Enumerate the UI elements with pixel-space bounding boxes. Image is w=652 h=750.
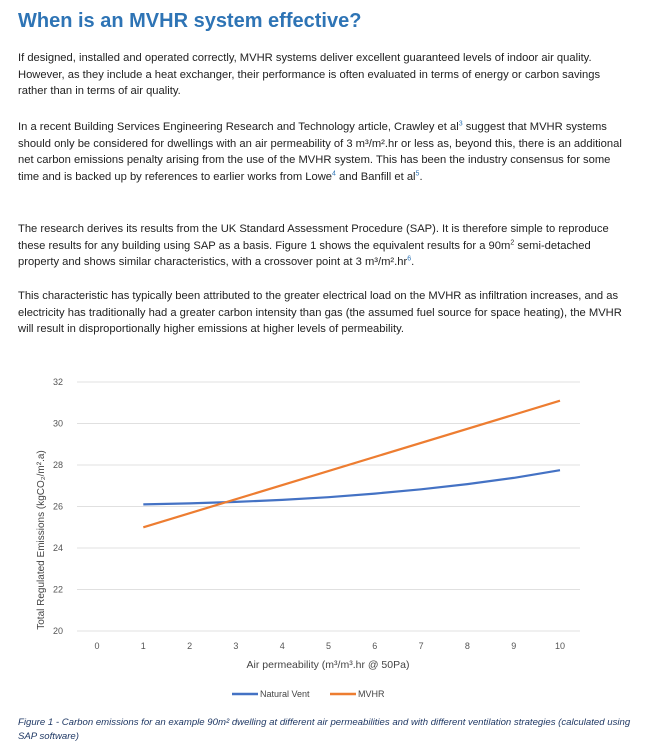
x-tick-label: 10 [554, 641, 566, 651]
x-tick-label: 4 [279, 641, 285, 651]
reference-link[interactable]: 3 [458, 120, 463, 128]
x-tick-label: 0 [94, 641, 100, 651]
paragraph-research-article [18, 119, 630, 185]
paragraph-text: semi-detached property and shows similar characteristics, with a crossover point at 3 m³/m².hr [18, 239, 591, 269]
paragraph-text: and Banfill et al [335, 170, 416, 183]
figure-caption: Figure 1 - Carbon emissions for an example 90m² dwelling at different air permeabilities and with different ventilation strategies (calculated using SAP software) [18, 717, 631, 742]
y-tick-label: 28 [52, 460, 63, 470]
chart-series [143, 401, 560, 528]
y-axis-ticks [53, 377, 63, 636]
series-line-natural-vent [143, 470, 560, 504]
x-tick-label: 2 [187, 641, 193, 651]
legend-label: Natural Vent [260, 689, 310, 699]
paragraph-text: . [419, 170, 423, 183]
reference-link[interactable]: 4 [332, 170, 336, 178]
emissions-chart [0, 370, 652, 710]
y-tick-label: 20 [52, 626, 63, 636]
paragraph-text: suggest that MVHR systems should only be considered for dwellings with an air permeability of 3 m³/m².hr or less as, beyond this, there is an additional net carbon emissions penalty arising from the use of the MVHR system. This has been the industry consensus for some time and is backed up by references to earlier works from Lowe [18, 121, 622, 183]
y-tick-label: 22 [52, 584, 63, 595]
series-line-mvhr [143, 401, 560, 528]
paragraph-text: The research derives its results from the UK Standard Assessment Procedure (SAP). It is therefore simple to reproduce these results for any building using SAP as a basis. Figure 1 shows the equivalent results for a 90m [18, 223, 609, 252]
x-tick-label: 6 [372, 641, 378, 651]
y-tick-label: 32 [52, 377, 63, 387]
paragraph-text: . [411, 256, 415, 269]
y-tick-label: 30 [52, 418, 63, 429]
legend-label: MVHR [358, 689, 385, 699]
reference-link[interactable]: 5 [415, 170, 420, 178]
paragraph-sap [18, 221, 630, 271]
superscript: 2 [510, 238, 515, 246]
x-axis-label: Air permeability (m³/m³.hr @ 50Pa) [246, 659, 410, 671]
chart-legend [232, 689, 385, 699]
x-axis-ticks [94, 641, 565, 651]
x-tick-label: 5 [325, 641, 332, 651]
reference-link[interactable]: 6 [407, 255, 412, 263]
paragraph-text: In a recent Building Services Engineering Research and Technology article, Crawley et al [18, 121, 459, 133]
chart-gridlines [77, 382, 580, 631]
page-title: When is an MVHR system effective? [18, 10, 362, 32]
y-tick-label: 26 [52, 501, 63, 512]
y-axis-label: Total Regulated Emissions (kgCO₂/m².a) [36, 450, 47, 630]
y-tick-label: 24 [52, 543, 63, 553]
paragraph-intro: If designed, installed and operated correctly, MVHR systems deliver excellent guaranteed levels of indoor air quality. However, as they include a heat exchanger, their performance is often evaluated in terms of energy or carbon savings rather than in terms of air quality. [18, 52, 601, 98]
x-tick-label: 7 [418, 641, 424, 651]
paragraph-characteristic: This characteristic has typically been attributed to the greater electrical load on the MVHR as infiltration increases, and as electricity has traditionally had a greater carbon intensity than gas (the assumed fuel source for space heating), the MVHR will result in disproportionally higher emissions at higher levels of permeability. [18, 290, 622, 336]
x-tick-label: 1 [140, 641, 146, 651]
x-tick-label: 3 [233, 641, 239, 651]
x-tick-label: 8 [464, 641, 470, 651]
x-tick-label: 9 [511, 641, 517, 651]
